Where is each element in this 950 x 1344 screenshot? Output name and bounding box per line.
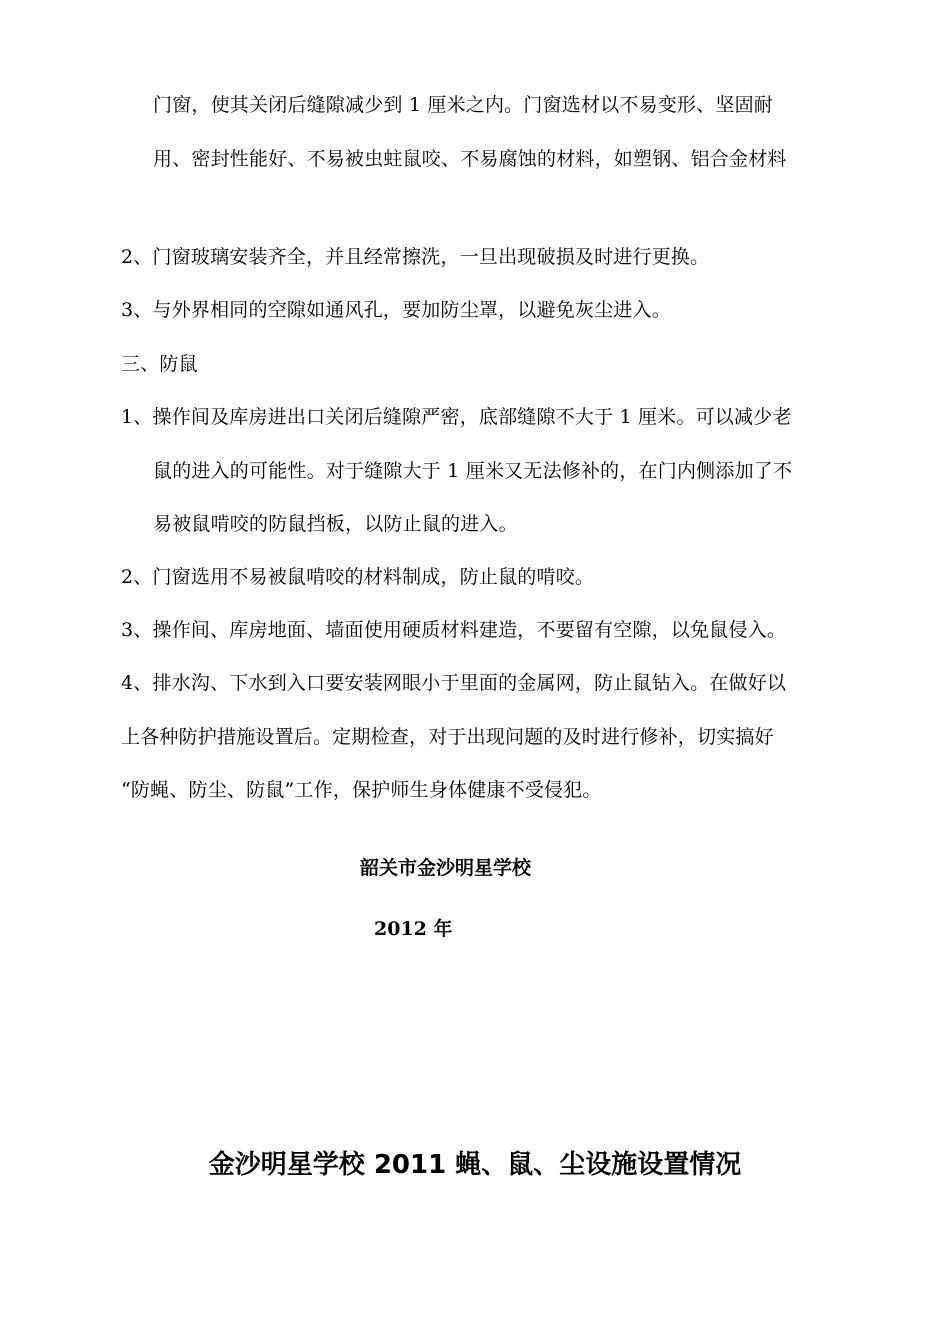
body-line-8: 易被鼠啃咬的防鼠挡板，以防止鼠的进入。	[153, 513, 518, 535]
section-heading: 三、防鼠	[121, 353, 198, 375]
section-title: 金沙明星学校 2011 蝇、鼠、尘设施设置情况	[208, 1150, 742, 1180]
body-line-3: 2、门窗玻璃安装齐全，并且经常擦洗，一旦出现破损及时进行更换。	[121, 246, 710, 268]
body-line-11: 4、排水沟、下水到入口要安装网眼小于里面的金属网，防止鼠钻入。在做好以	[121, 672, 787, 694]
signature-year: 2012 年	[374, 918, 453, 940]
body-line-1: 门窗，使其关闭后缝隙减少到 1 厘米之内。门窗选材以不易变形、坚固耐	[153, 94, 773, 116]
body-line-13: “防蝇、防尘、防鼠”工作，保护师生身体健康不受侵犯。	[121, 779, 602, 801]
body-line-7: 鼠的进入的可能性。对于缝隙大于 1 厘米又无法修补的，在门内侧添加了不	[153, 460, 793, 482]
body-line-12: 上各种防护措施设置后。定期检查，对于出现问题的及时进行修补，切实搞好	[121, 726, 774, 748]
body-line-9: 2、门窗选用不易被鼠啃咬的材料制成，防止鼠的啃咬。	[121, 566, 595, 588]
body-line-6: 1、操作间及库房进出口关闭后缝隙严密，底部缝隙不大于 1 厘米。可以减少老	[121, 406, 792, 428]
body-line-2: 用、密封性能好、不易被虫蛀鼠咬、不易腐蚀的材料，如塑钢、铝合金材料	[153, 148, 787, 170]
body-line-4: 3、与外界相同的空隙如通风孔，要加防尘罩，以避免灰尘进入。	[121, 299, 671, 321]
body-line-10: 3、操作间、库房地面、墙面使用硬质材料建造，不要留有空隙，以免鼠侵入。	[121, 619, 787, 641]
signature-organization: 韶关市金沙明星学校	[360, 857, 532, 879]
